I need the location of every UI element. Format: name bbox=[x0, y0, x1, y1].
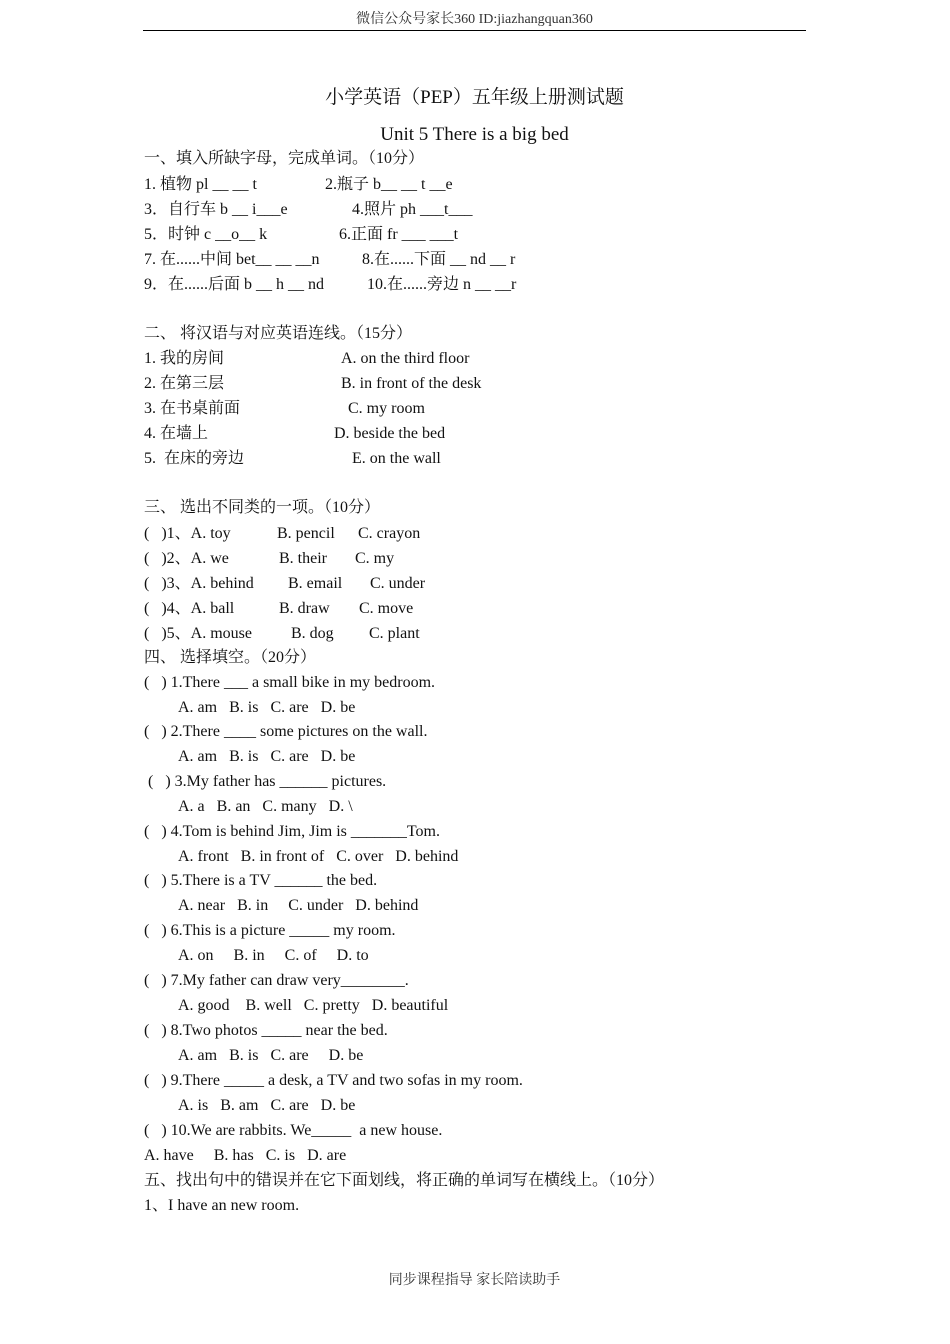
s3-item-2-a: ( )2、A. we bbox=[144, 550, 229, 567]
unit-subtitle: Unit 5 There is a big bed bbox=[380, 124, 569, 145]
s5-item-1: 1、I have an new room. bbox=[144, 1197, 300, 1214]
s3-item-1-b: B. pencil bbox=[277, 525, 335, 542]
section-2-heading: 二、 将汉语与对应英语连线。（15分） bbox=[144, 325, 413, 342]
header-divider bbox=[143, 30, 806, 31]
section-1-heading: 一、填入所缺字母，完成单词。（10分） bbox=[144, 150, 425, 167]
s2-item-4-cn: 4. 在墙上 bbox=[144, 425, 209, 442]
s3-item-5-a: ( )5、A. mouse bbox=[144, 625, 252, 642]
s4-question-10: ( ) 10.We are rabbits. We_____ a new house. bbox=[144, 1122, 443, 1139]
s2-item-5-en: E. on the wall bbox=[352, 450, 441, 467]
s2-item-2-cn: 2. 在第三层 bbox=[144, 375, 225, 392]
s4-options-8: A. am B. is C. are D. be bbox=[178, 1047, 364, 1064]
s1-item-1: 1. 植物 pl __ __ t bbox=[144, 176, 257, 193]
s4-options-6: A. on B. in C. of D. to bbox=[178, 947, 369, 964]
s4-options-3: A. a B. an C. many D. \ bbox=[178, 798, 353, 815]
s3-item-3-b: B. email bbox=[288, 575, 343, 592]
s4-question-3: ( ) 3.My father has ______ pictures. bbox=[144, 773, 387, 790]
s2-item-2-en: B. in front of the desk bbox=[341, 375, 482, 392]
s3-item-5-c: C. plant bbox=[369, 625, 420, 642]
s2-item-1-en: A. on the third floor bbox=[341, 350, 470, 367]
s1-item-2: 2.瓶子 b__ __ t __e bbox=[325, 176, 453, 193]
s3-item-5-b: B. dog bbox=[291, 625, 334, 642]
s3-item-2-c: C. my bbox=[355, 550, 395, 567]
s4-question-6: ( ) 6.This is a picture _____ my room. bbox=[144, 922, 396, 939]
s1-item-10: 10.在......旁边 n __ __r bbox=[367, 276, 517, 293]
section-3-heading: 三、 选出不同类的一项。（10分） bbox=[144, 499, 381, 516]
s4-question-4: ( ) 4.Tom is behind Jim, Jim is _______Tom. bbox=[144, 823, 440, 840]
s4-options-10: A. have B. has C. is D. are bbox=[144, 1147, 347, 1164]
s3-item-2-b: B. their bbox=[279, 550, 327, 567]
s3-item-3-a: ( )3、A. behind bbox=[144, 575, 254, 592]
page-title: 小学英语（PEP）五年级上册测试题 bbox=[325, 87, 624, 108]
page-footer: 同步课程指导 家长陪读助手 bbox=[388, 1273, 561, 1288]
section-4-heading: 四、 选择填空。（20分） bbox=[144, 649, 317, 666]
s1-item-4: 4.照片 ph ___t___ bbox=[352, 201, 473, 218]
s3-item-4-b: B. draw bbox=[279, 600, 330, 617]
s4-question-1: ( ) 1.There ___ a small bike in my bedroom. bbox=[144, 674, 436, 691]
s1-item-8: 8.在......下面 __ nd __ r bbox=[362, 251, 516, 268]
s1-item-5: 5．时钟 c __o__ k bbox=[144, 226, 268, 243]
s4-options-1: A. am B. is C. are D. be bbox=[178, 699, 356, 716]
s3-item-1-a: ( )1、A. toy bbox=[144, 525, 231, 542]
section-5-heading: 五、找出句中的错误并在它下面划线，将正确的单词写在横线上。（10分） bbox=[144, 1172, 665, 1189]
s4-question-2: ( ) 2.There ____ some pictures on the wall. bbox=[144, 723, 428, 740]
s1-item-7: 7. 在......中间 bet__ __ __n bbox=[144, 251, 320, 268]
s4-question-9: ( ) 9.There _____ a desk, a TV and two sofas in my room. bbox=[144, 1072, 523, 1089]
s4-question-5: ( ) 5.There is a TV ______ the bed. bbox=[144, 872, 378, 889]
s2-item-1-cn: 1. 我的房间 bbox=[144, 350, 225, 367]
s4-options-5: A. near B. in C. under D. behind bbox=[178, 897, 419, 914]
s4-options-7: A. good B. well C. pretty D. beautiful bbox=[178, 997, 449, 1014]
s2-item-5-cn: 5. 在床的旁边 bbox=[144, 450, 245, 467]
s1-item-3: 3．自行车 b __ i___e bbox=[144, 201, 288, 218]
s2-item-3-en: C. my room bbox=[348, 400, 425, 417]
s1-item-6: 6.正面 fr ___ ___t bbox=[339, 226, 459, 243]
s4-question-7: ( ) 7.My father can draw very________. bbox=[144, 972, 409, 989]
s4-question-8: ( ) 8.Two photos _____ near the bed. bbox=[144, 1022, 388, 1039]
s4-options-4: A. front B. in front of C. over D. behind bbox=[178, 848, 459, 865]
page-header: 微信公众号家长360 ID:jiazhangquan360 bbox=[356, 12, 593, 27]
s2-item-4-en: D. beside the bed bbox=[334, 425, 446, 442]
s3-item-1-c: C. crayon bbox=[358, 525, 421, 542]
s3-item-3-c: C. under bbox=[370, 575, 426, 592]
s1-item-9: 9．在......后面 b __ h __ nd bbox=[144, 276, 325, 293]
s3-item-4-a: ( )4、A. ball bbox=[144, 600, 235, 617]
s3-item-4-c: C. move bbox=[359, 600, 414, 617]
s4-options-2: A. am B. is C. are D. be bbox=[178, 748, 356, 765]
s2-item-3-cn: 3. 在书桌前面 bbox=[144, 400, 241, 417]
s4-options-9: A. is B. am C. are D. be bbox=[178, 1097, 356, 1114]
